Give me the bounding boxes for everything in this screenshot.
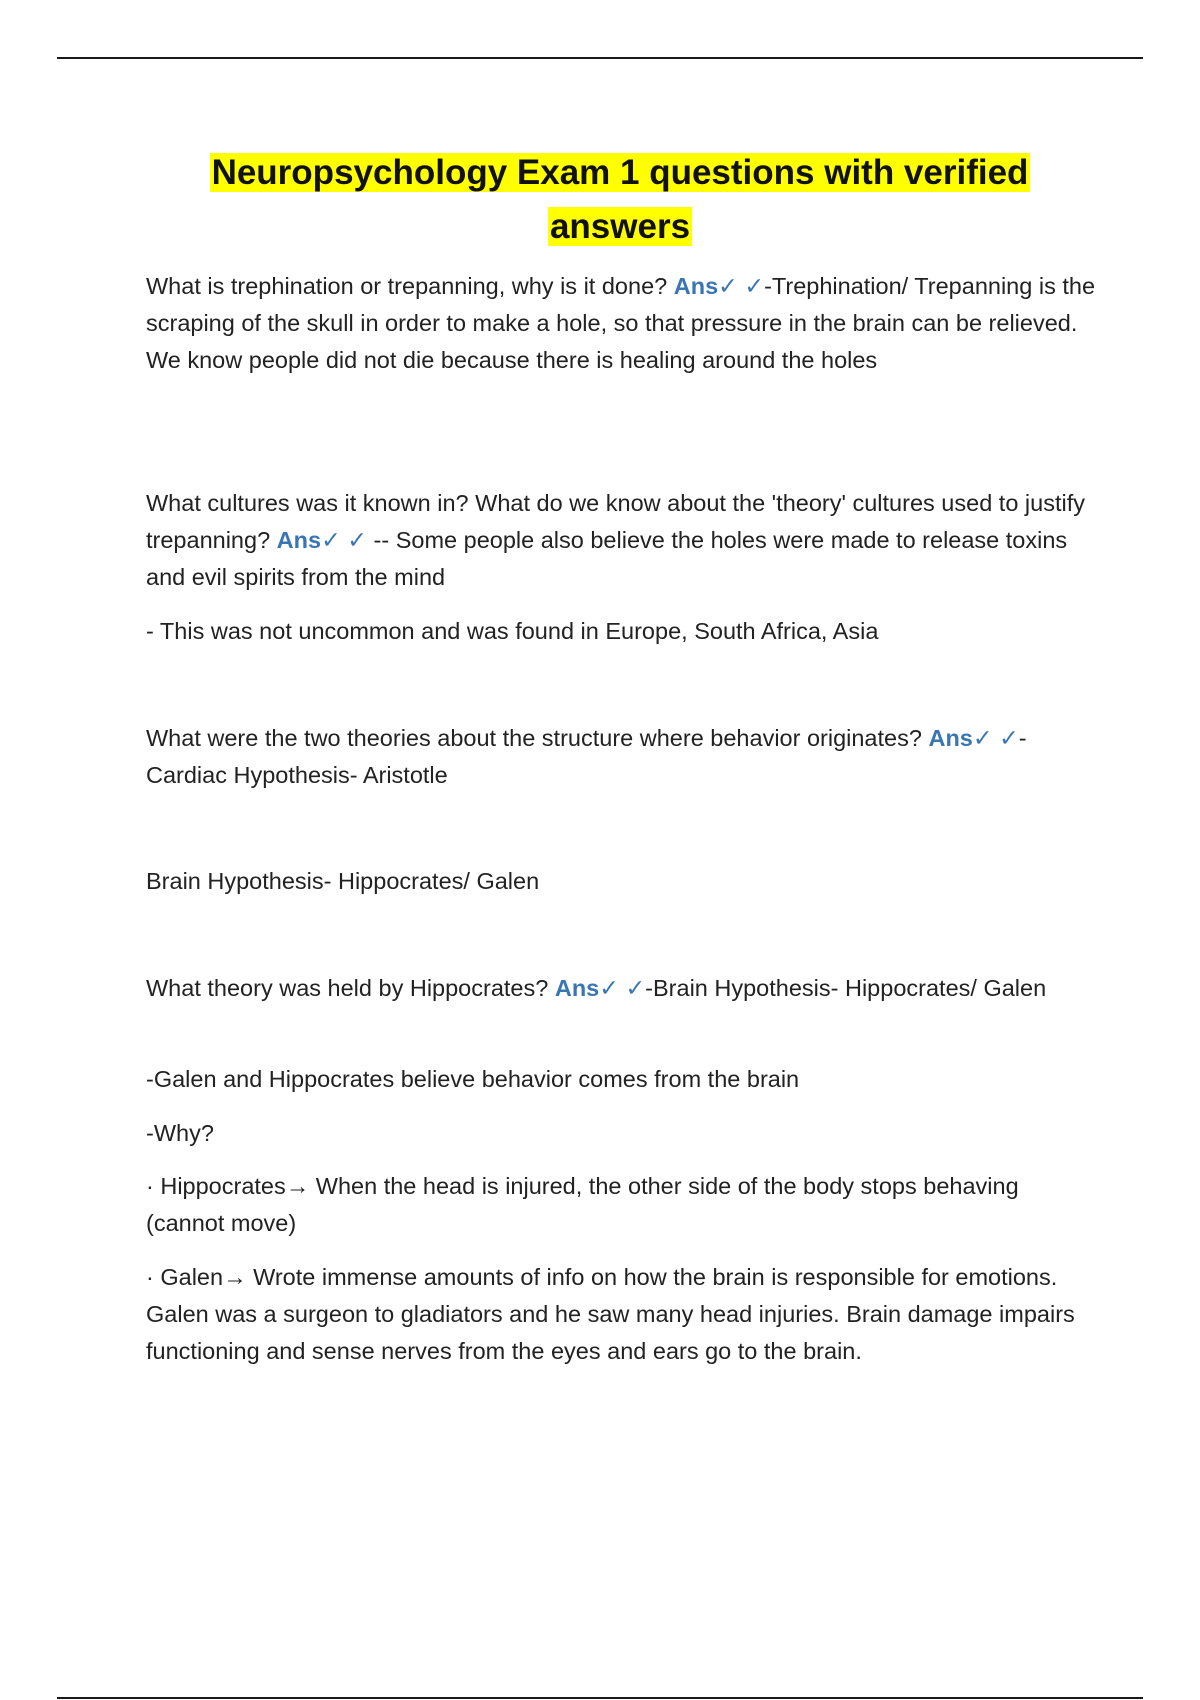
check-marks-icon: ✓ ✓: [972, 725, 1019, 751]
answer-label: Ans: [673, 273, 719, 299]
qa-block-4: [146, 970, 1096, 1007]
answer-detail: · Galen→ Wrote immense amounts of info on how the brain is responsible for emotions. Galen was a surgeon to gladiators and he saw many head injuries. Brain damage impairs functioning and sense nerves from the eyes and ears go to the brain.: [146, 1264, 1075, 1364]
answer-text: -Trephination/ Trepanning is the scraping of the skull in order to make a hole, so that pressure in the brain can be relieved. We know people did not die because there is healing around the holes: [146, 273, 1096, 373]
question-text: What theory was held by Hippocrates?: [146, 975, 549, 1001]
qa-block-3: [146, 720, 1096, 794]
answer-label: Ans: [276, 527, 322, 553]
answer-text: -- Some people also believe the holes were made to release toxins and evil spirits from the mind: [146, 527, 1068, 590]
check-marks-icon: ✓ ✓: [718, 273, 765, 299]
answer-text: -Brain Hypothesis- Hippocrates/ Galen: [645, 975, 1047, 1001]
document-title: Neuropsychology Exam 1 questions with verified answers: [211, 153, 1029, 246]
qa-block-1: [146, 268, 1096, 379]
question-text: What is trephination or trepanning, why is it done?: [146, 273, 668, 299]
qa-block-2: [146, 485, 1096, 596]
answer-detail: Brain Hypothesis- Hippocrates/ Galen: [146, 868, 540, 894]
answer-label: Ans: [554, 975, 600, 1001]
answer-label: Ans: [928, 725, 973, 751]
answer-detail: -Galen and Hippocrates believe behavior comes from the brain: [146, 1066, 800, 1092]
question-text: What cultures was it known in? What do we know about the 'theory' cultures used to justify trepanning?: [146, 490, 1085, 553]
bottom-rule: [57, 1697, 1143, 1699]
check-marks-icon: ✓ ✓: [599, 975, 646, 1001]
top-rule: [57, 57, 1143, 59]
answer-text: -Cardiac Hypothesis- Aristotle: [146, 725, 1027, 788]
answer-detail: - This was not uncommon and was found in Europe, South Africa, Asia: [146, 618, 879, 644]
question-text: What were the two theories about the structure where behavior originates?: [146, 725, 922, 751]
answer-detail: · Hippocrates→ When the head is injured, the other side of the body stops behaving (cannot move): [146, 1173, 1019, 1236]
check-marks-icon: ✓ ✓: [321, 527, 367, 553]
title-block: [140, 146, 1100, 254]
answer-detail: -Why?: [146, 1120, 214, 1146]
